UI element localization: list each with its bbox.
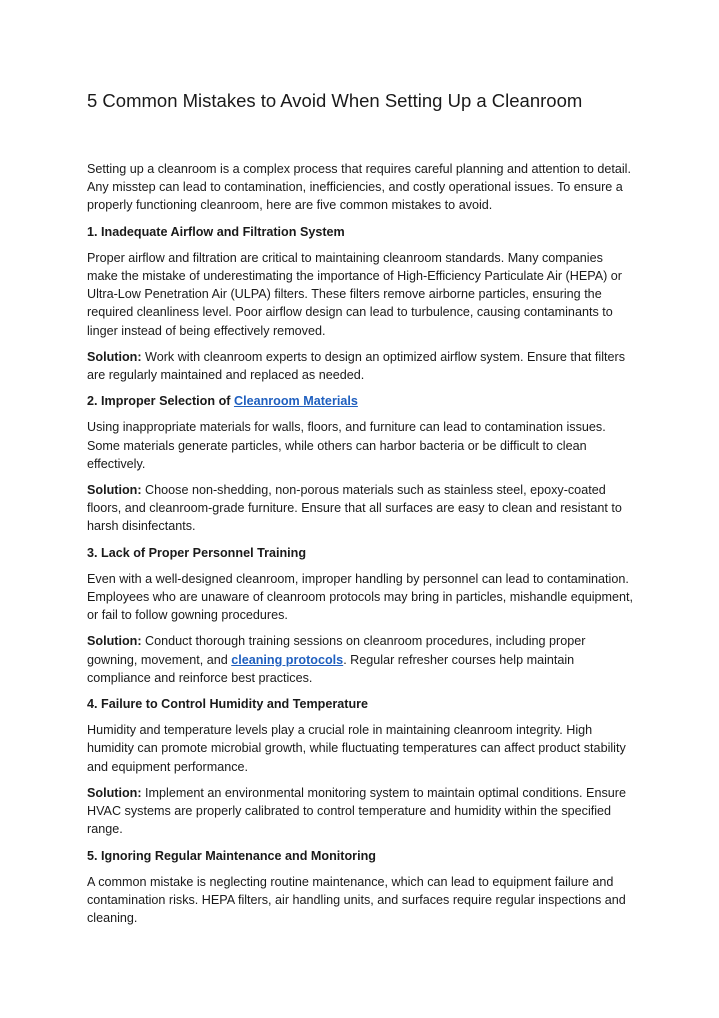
document-page — [87, 88, 635, 935]
section-4-solution-text: Implement an environmental monitoring system to maintain optimal conditions. Ensure HVAC systems are properly calibrated to control temperature and humidity within the specified range. — [87, 785, 626, 837]
section-3-solution-text-after: . Regular refresher courses help maintain compliance and reinforce best practices. — [87, 652, 575, 685]
section-1-heading: 1. Inadequate Airflow and Filtration System — [87, 224, 345, 239]
section-1-body: Proper airflow and filtration are critical to maintaining cleanroom standards. Many companies make the mistake of underestimating the importance of High-Efficiency Particulate Air (HEPA) or Ultra-Low Penetration Air (ULPA) filters. These filters remove airborne particles, ensuring the required cleanliness level. Poor airflow design can lead to turbulence, causing contaminants to linger instead of being effectively removed. — [87, 250, 622, 338]
section-2-heading — [87, 392, 635, 410]
solution-label: Solution: — [87, 634, 142, 649]
cleanroom-materials-link[interactable]: Cleanroom Materials — [233, 394, 358, 409]
document-title: 5 Common Mistakes to Avoid When Setting Up a Cleanroom — [87, 90, 583, 111]
cleaning-protocols-link[interactable]: cleaning protocols — [231, 652, 344, 667]
section-2-solution — [87, 481, 635, 536]
solution-label: Solution: — [87, 785, 142, 800]
solution-label: Solution: — [87, 483, 142, 498]
section-1-solution-text: Work with cleanroom experts to design an optimized airflow system. Ensure that filters are regularly maintained and replaced as needed. — [87, 349, 625, 383]
intro-paragraph: Setting up a cleanroom is a complex process that requires careful planning and attention to detail. Any misstep can lead to contamination, inefficiencies, and costly operational issues. To ensure a properly functioning cleanroom, here are five common mistakes to avoid. — [87, 162, 631, 213]
section-2-solution-text: Choose non-shedding, non-porous materials such as stainless steel, epoxy-coated floors, and cleanroom-grade furniture. Ensure that all surfaces are easy to clean and resistant to harsh disinfectants. — [87, 483, 622, 534]
section-4-body: Humidity and temperature levels play a crucial role in maintaining cleanroom integrity. High humidity can promote microbial growth, while fluctuating temperatures can affect product stability and equipment performance. — [87, 723, 626, 774]
section-3-solution — [87, 632, 635, 687]
section-1-solution — [87, 348, 635, 384]
section-5-heading: 5. Ignoring Regular Maintenance and Monitoring — [87, 848, 376, 863]
section-3-solution-text-before: Conduct thorough training sessions on cleanroom procedures, including proper gowning, movement, and — [87, 634, 586, 667]
section-3-body: Even with a well-designed cleanroom, improper handling by personnel can lead to contamination. Employees who are unaware of cleanroom protocols may bring in particles, mishandle equipment, or fail to follow gowning procedures. — [87, 571, 634, 623]
section-3-heading: 3. Lack of Proper Personnel Training — [87, 545, 307, 560]
section-2-heading-text: 2. Improper Selection of — [87, 394, 234, 409]
section-2-body: Using inappropriate materials for walls, floors, and furniture can lead to contamination issues. Some materials generate particles, while others can harbor bacteria or be difficult to clean effectively. — [87, 420, 606, 471]
solution-label: Solution: — [87, 349, 142, 364]
section-4-heading: 4. Failure to Control Humidity and Temperature — [87, 697, 369, 712]
section-5-body: A common mistake is neglecting routine maintenance, which can lead to equipment failure and contamination risks. HEPA filters, air handling units, and surfaces require regular inspections and cleaning. — [87, 874, 626, 926]
section-4-solution — [87, 784, 635, 839]
